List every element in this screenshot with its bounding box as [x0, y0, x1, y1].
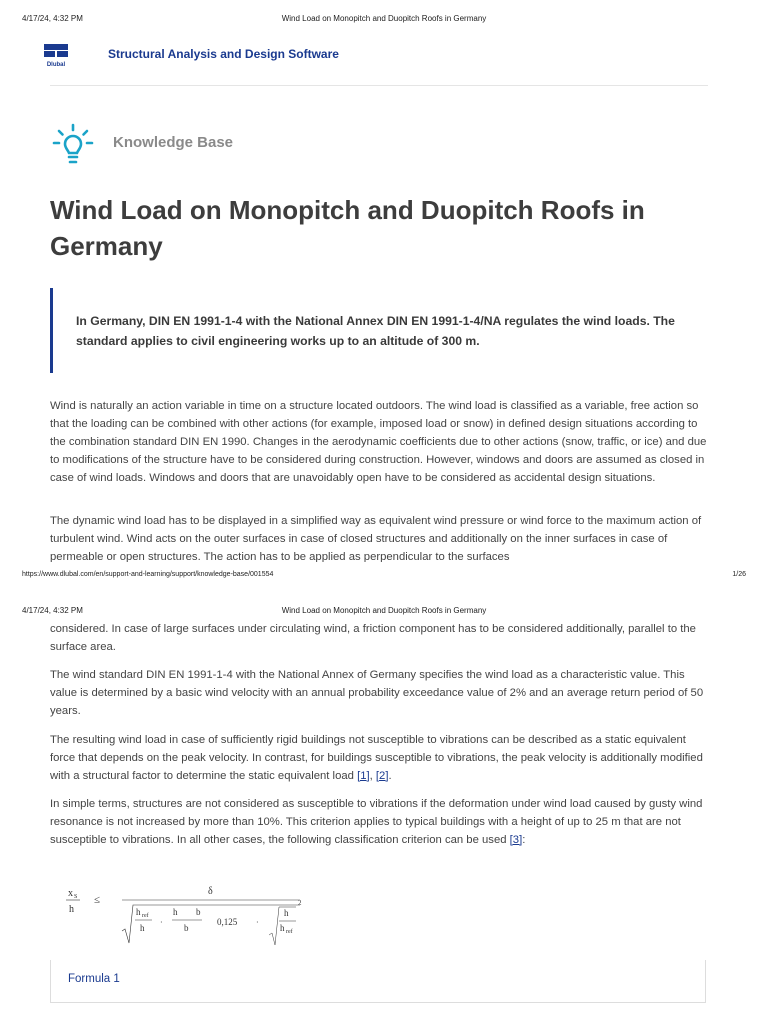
- formula-lhs-sub: S: [74, 894, 78, 900]
- formula-h: h: [284, 908, 289, 918]
- print-datetime: 4/17/24, 4:32 PM: [22, 14, 83, 23]
- formula-caption-box: [50, 960, 706, 1003]
- formula-exponent: 2: [298, 899, 302, 907]
- formula-numerator: δ: [208, 886, 213, 897]
- logo-text: Dlubal: [46, 62, 66, 68]
- print-datetime: 4/17/24, 4:32 PM: [22, 606, 83, 615]
- reference-link[interactable]: [3]: [509, 834, 523, 846]
- formula-1: [60, 883, 380, 953]
- reference-separator: ,: [369, 770, 376, 782]
- formula-ref-sub: ref: [286, 929, 293, 935]
- quote-bar: [50, 288, 53, 373]
- body-paragraph: The dynamic wind load has to be displayed in a simplified way as equivalent wind pressure or wind force to the maximum action of turbulent wind. Wind acts on the outer surfaces in case of closed structures and additionally on the inner surfaces in case of permeable or open structures. The action has to be applied as perpendicular to the surfaces: [50, 515, 702, 562]
- lightbulb-icon: [50, 122, 96, 168]
- dlubal-logo[interactable]: [44, 44, 68, 68]
- dlubal-logo-icon: [44, 44, 68, 68]
- formula-dot: ·: [256, 918, 259, 927]
- formula-lhs-num: x: [68, 888, 73, 899]
- formula-relation: ≤: [94, 894, 101, 906]
- print-url: https://www.dlubal.com/en/support-and-learning/support/knowledge-base/001554: [22, 571, 274, 578]
- body-paragraph: considered. In case of large surfaces under circulating wind, a friction component has to be considered additionally, parallel to the surface area.: [50, 623, 696, 653]
- header-divider: [50, 85, 708, 86]
- formula-b: b: [184, 923, 189, 933]
- formula-ref-sub: ref: [142, 913, 149, 919]
- formula-coef: 0,125: [217, 917, 238, 927]
- brand-tagline[interactable]: Structural Analysis and Design Software: [108, 47, 339, 61]
- reference-link[interactable]: [1]: [357, 770, 370, 782]
- body-paragraph: The wind standard DIN EN 1991-1-4 with the National Annex of Germany specifies the wind load as a characteristic value. This value is determined by a basic wind velocity with an annual probability exceedance value of 2% and an average return period of 50 years.: [50, 669, 704, 717]
- print-page-number: 1/26: [732, 571, 746, 578]
- page-title: Wind Load on Monopitch and Duopitch Roofs in Germany: [50, 195, 645, 261]
- print-doc-title: Wind Load on Monopitch and Duopitch Roofs in Germany: [281, 14, 487, 23]
- body-paragraph: Wind is naturally an action variable in time on a structure located outdoors. The wind load is classified as a variable, free action so that the loading can be combined with other actions (for example, imposed load or snow) in defined design situations according to the combination standard DIN EN 1990. Changes in the aerodynamic coefficients due to other actions (snow, traffic, or ice) and due to modifications of the structure have to be considered during construction. However, windows and doors are assumed as closed in case of wind loads. Windows and doors that are unavoidably open have to be considered as accidental design situations.: [50, 400, 707, 484]
- formula-caption: Formula 1: [68, 973, 120, 985]
- reference-link[interactable]: [2]: [375, 770, 389, 782]
- body-paragraph: The resulting wind load in case of sufficiently rigid buildings not susceptible to vibrations can be described as a static equivalent force that depends on the peak velocity. In contrast, for buildings susceptible to vibrations, the peak velocity is additionally modified with a structural factor to determine the static equivalent load [1], [2].: [50, 734, 703, 782]
- formula-h: h: [140, 923, 145, 933]
- section-label[interactable]: Knowledge Base: [113, 134, 234, 151]
- paragraph-text: The resulting wind load in case of sufficiently rigid buildings not susceptible to vibrations can be described as a static equivalent force that depends on the peak velocity. In contrast, for buildings susceptible to vibrations, the peak velocity is additionally modified with a structural factor to determine the static equivalent load: [50, 734, 703, 782]
- paragraph-text: In simple terms, structures are not considered as susceptible to vibrations if the deformation under wind load caused by gusty wind resonance is not increased by more than 10%. This criterion applies to typical buildings with a height of up to 25 m that are not susceptible to vibrations. In all other cases, the following classification criterion can be used: [50, 798, 703, 846]
- formula-dot: ·: [160, 918, 163, 927]
- formula-href: h: [280, 923, 285, 933]
- formula-href: h: [136, 907, 141, 917]
- body-paragraph: In simple terms, structures are not considered as susceptible to vibrations if the deformation under wind load caused by gusty wind resonance is not increased by more than 10%. This criterion applies to typical buildings with a height of up to 25 m that are not susceptible to vibrations. In all other cases, the following classification criterion can be used [3]:: [50, 798, 703, 846]
- lead-paragraph: In Germany, DIN EN 1991-1-4 with the National Annex DIN EN 1991-1-4/NA regulates the wind loads. The standard applies to civil engineering works up to an altitude of 300 m.: [76, 314, 675, 348]
- formula-lhs-den: h: [69, 904, 74, 915]
- formula-b: b: [196, 907, 201, 917]
- formula-h: h: [173, 907, 178, 917]
- print-doc-title: Wind Load on Monopitch and Duopitch Roofs in Germany: [281, 606, 487, 615]
